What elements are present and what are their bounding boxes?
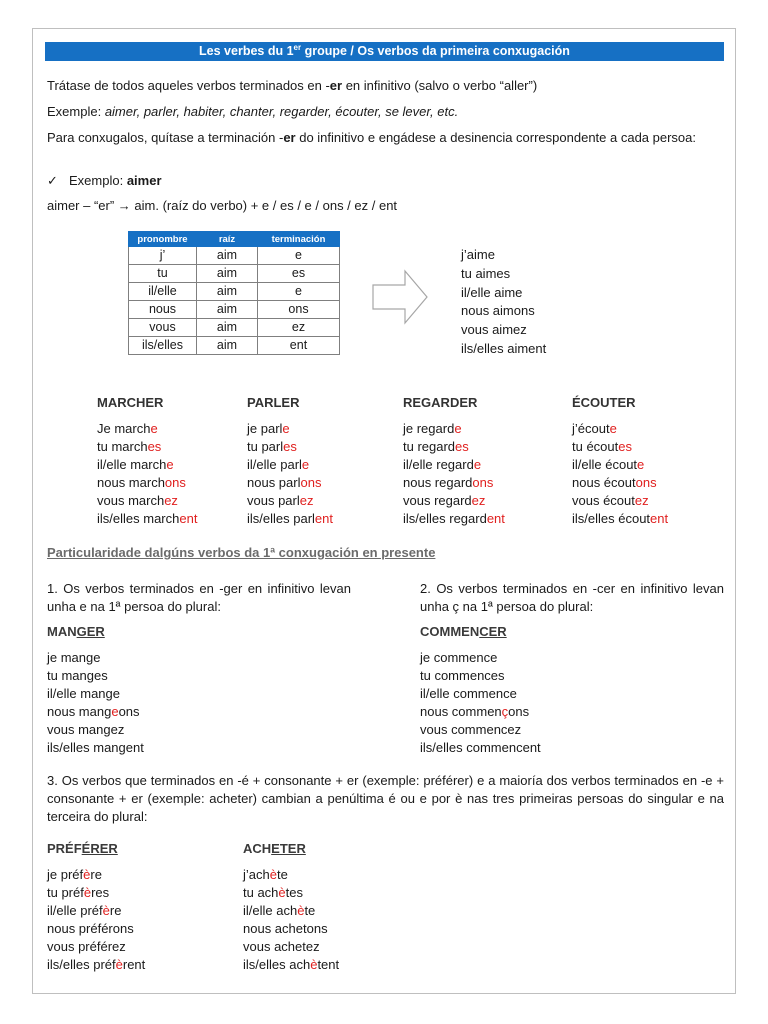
result-list [461, 246, 546, 359]
list-item: vous préférez [47, 939, 126, 954]
list-item: ils/elles préfèrent [47, 957, 146, 972]
page-title: Les verbes du 1er groupe / Os verbos da primeira conxugación [45, 42, 724, 61]
list-item: je mange [47, 650, 101, 665]
document-page [32, 28, 736, 994]
verb-heading-preferer: PRÉFÉRER [47, 841, 118, 856]
list-item: il/elle mange [47, 686, 120, 701]
list-item: je regarde [403, 421, 462, 436]
rule-2: 2. Os verbos terminados en -cer en infinitivo levan unha ç na 1ª persoa do plural: [420, 581, 724, 614]
list-item: vous regardez [403, 493, 486, 508]
list-item: nous commençons [420, 704, 530, 719]
list-item: ils/elles marchent [97, 511, 198, 526]
verb-heading-manger: MANGER [47, 624, 105, 639]
table-header: pronombre [129, 232, 197, 247]
list-item: ils/elles commencent [420, 740, 541, 755]
list-item: il/elle commence [420, 686, 517, 701]
list-item: vous achetez [243, 939, 320, 954]
intro-paragraph-2: Exemple: aimer, parler, habiter, chanter, regarder, écouter, se lever, etc. [47, 104, 459, 119]
list-item: j’aime [461, 247, 495, 262]
rule-3: 3. Os verbos que terminados en -é + consonante + er (exemple: préférer) e a maioría dos verbos terminados en -e + consonante + er (exemple: acheter) cambian a penúltima é ou e por è nas tres primeiras persoas do singular e na terceira do plural: [47, 773, 724, 824]
table-row: tu aim es [129, 265, 340, 283]
list-item: tu marches [97, 439, 162, 454]
list-item: il/elle marche [97, 457, 174, 472]
list-item: il/elle écoute [572, 457, 645, 472]
list-item: il/elle parle [247, 457, 310, 472]
list-item: vous écoutez [572, 493, 649, 508]
list-item: vous commencez [420, 722, 522, 737]
example-ecouter: ÉCOUTER j’écoute tu écoutes il/elle écoute nous écoutons vous écoutez ils/elles écoutent [572, 395, 669, 526]
list-item: nous écoutons [572, 475, 657, 490]
list-item: nous mangeons [47, 704, 140, 719]
list-item: nous préférons [47, 921, 134, 936]
list-item: tu manges [47, 668, 108, 683]
acheter-list [243, 866, 339, 974]
intro-paragraph-3: Para conxugalos, quítase a terminación -er do infinitivo e engádese a desinencia correspondente a cada persoa: [47, 130, 697, 145]
section-title: Particularidade dalgúns verbos da 1ª conxugación en presente [47, 545, 436, 560]
list-item: j’écoute [572, 421, 617, 436]
list-item: je préfère [47, 867, 102, 882]
verb-heading-acheter: ACHETER [243, 841, 306, 856]
list-item: tu achètes [243, 885, 303, 900]
table-row: il/elle aim e [129, 283, 340, 301]
example-line: ✓ Exemplo: aimer [47, 173, 162, 188]
list-item: ils/elles achètent [243, 957, 340, 972]
list-item: vous parlez [247, 493, 314, 508]
list-item: je parle [247, 421, 290, 436]
list-item: il/elle aime [461, 284, 523, 300]
list-item: nous parlons [247, 475, 322, 490]
table-row: ils/elles aim ent [129, 337, 340, 355]
intro-paragraph-1: Trátase de todos aqueles verbos terminados en -er en infinitivo (salvo o verbo “aller”) [47, 78, 538, 93]
list-item: vous marchez [97, 493, 178, 508]
preferer-list [47, 866, 145, 974]
list-item: ils/elles mangent [47, 740, 144, 755]
list-item: il/elle préfère [47, 903, 122, 918]
list-item: tu regardes [403, 439, 469, 454]
list-item: ils/elles regardent [403, 511, 505, 526]
table-row: vous aim ez [129, 319, 340, 337]
list-item: tu commences [420, 668, 505, 683]
list-item: ils/elles aiment [461, 340, 547, 356]
list-item: nous achetons [243, 921, 328, 936]
list-item: nous aimons [461, 303, 535, 319]
list-item: nous marchons [97, 475, 186, 490]
list-item: j’achète [243, 867, 288, 882]
list-item: ils/elles écoutent [572, 511, 669, 526]
list-item: je commence [420, 650, 498, 665]
list-item: vous aimez [461, 322, 527, 338]
example-regarder: REGARDER je regarde tu regardes il/elle regarde nous regardons vous regardez ils/elles regardent [403, 395, 505, 526]
conjugation-table [128, 231, 340, 355]
rule-1: 1. Os verbos terminados en -ger en infinitivo levan unha e na 1ª persoa do plural: [47, 581, 351, 614]
table-header: raíz [197, 232, 258, 247]
list-item: il/elle regarde [403, 457, 482, 472]
list-item: tu aimes [461, 265, 511, 281]
list-item: tu écoutes [572, 439, 632, 454]
list-item: tu préfères [47, 885, 110, 900]
list-item: tu parles [247, 439, 297, 454]
list-item: vous mangez [47, 722, 125, 737]
formula-line: aimer – “er” → aim. (raíz do verbo) + e / es / e / ons / ez / ent [47, 198, 398, 213]
example-marcher: MARCHER Je marche tu marches il/elle marche nous marchons vous marchez ils/elles marchent [97, 395, 198, 526]
list-item: il/elle achète [243, 903, 316, 918]
right-arrow-icon [371, 269, 429, 325]
manger-list [47, 649, 144, 757]
table-row: nous aim ons [129, 301, 340, 319]
example-parler: PARLER je parle tu parles il/elle parle nous parlons vous parlez ils/elles parlent [247, 395, 333, 526]
list-item: nous regardons [403, 475, 494, 490]
list-item: ils/elles parlent [247, 511, 333, 526]
check-icon: ✓ [47, 173, 58, 188]
list-item: Je marche [97, 421, 158, 436]
verb-heading-commencer: COMMENCER [420, 624, 507, 639]
table-row: j’ aim e [129, 247, 340, 265]
commencer-list [420, 649, 541, 757]
table-header: terminación [258, 232, 340, 247]
